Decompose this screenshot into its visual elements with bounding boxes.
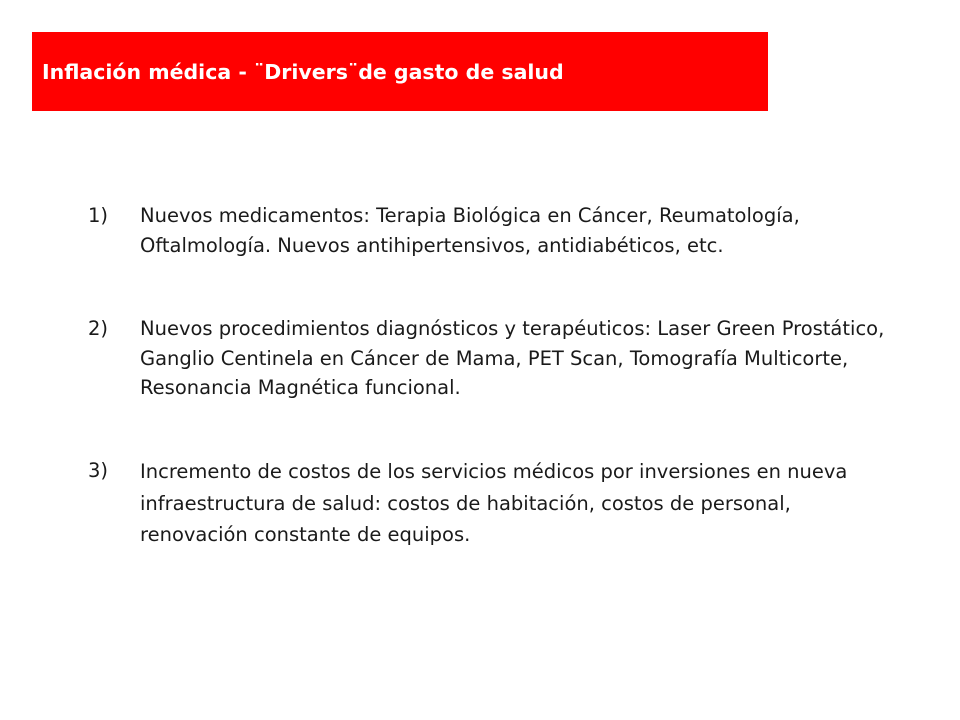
title-banner — [32, 32, 768, 111]
list-item-text: Nuevos procedimientos diagnósticos y terapéuticos: Laser Green Prostático, Ganglio Centinela en Cáncer de Mama, PET Scan, Tomografía Multicorte, Resonancia Magnética funcional. — [140, 317, 885, 399]
list-item-number: 3) — [88, 459, 109, 482]
list-item-number: 1) — [88, 204, 109, 227]
slide-title: Inflación médica - ¨Drivers¨de gasto de salud — [42, 60, 564, 84]
list-item-text: Incremento de costos de los servicios médicos por inversiones en nueva infraestructura de salud: costos de habitación, costos de personal, renovación constante de equipos. — [140, 460, 848, 546]
list-item-number: 2) — [88, 317, 109, 340]
list-item-text: Nuevos medicamentos: Terapia Biológica en Cáncer, Reumatología, Oftalmología. Nuevos antihipertensivos, antidiabéticos, etc. — [140, 204, 800, 257]
